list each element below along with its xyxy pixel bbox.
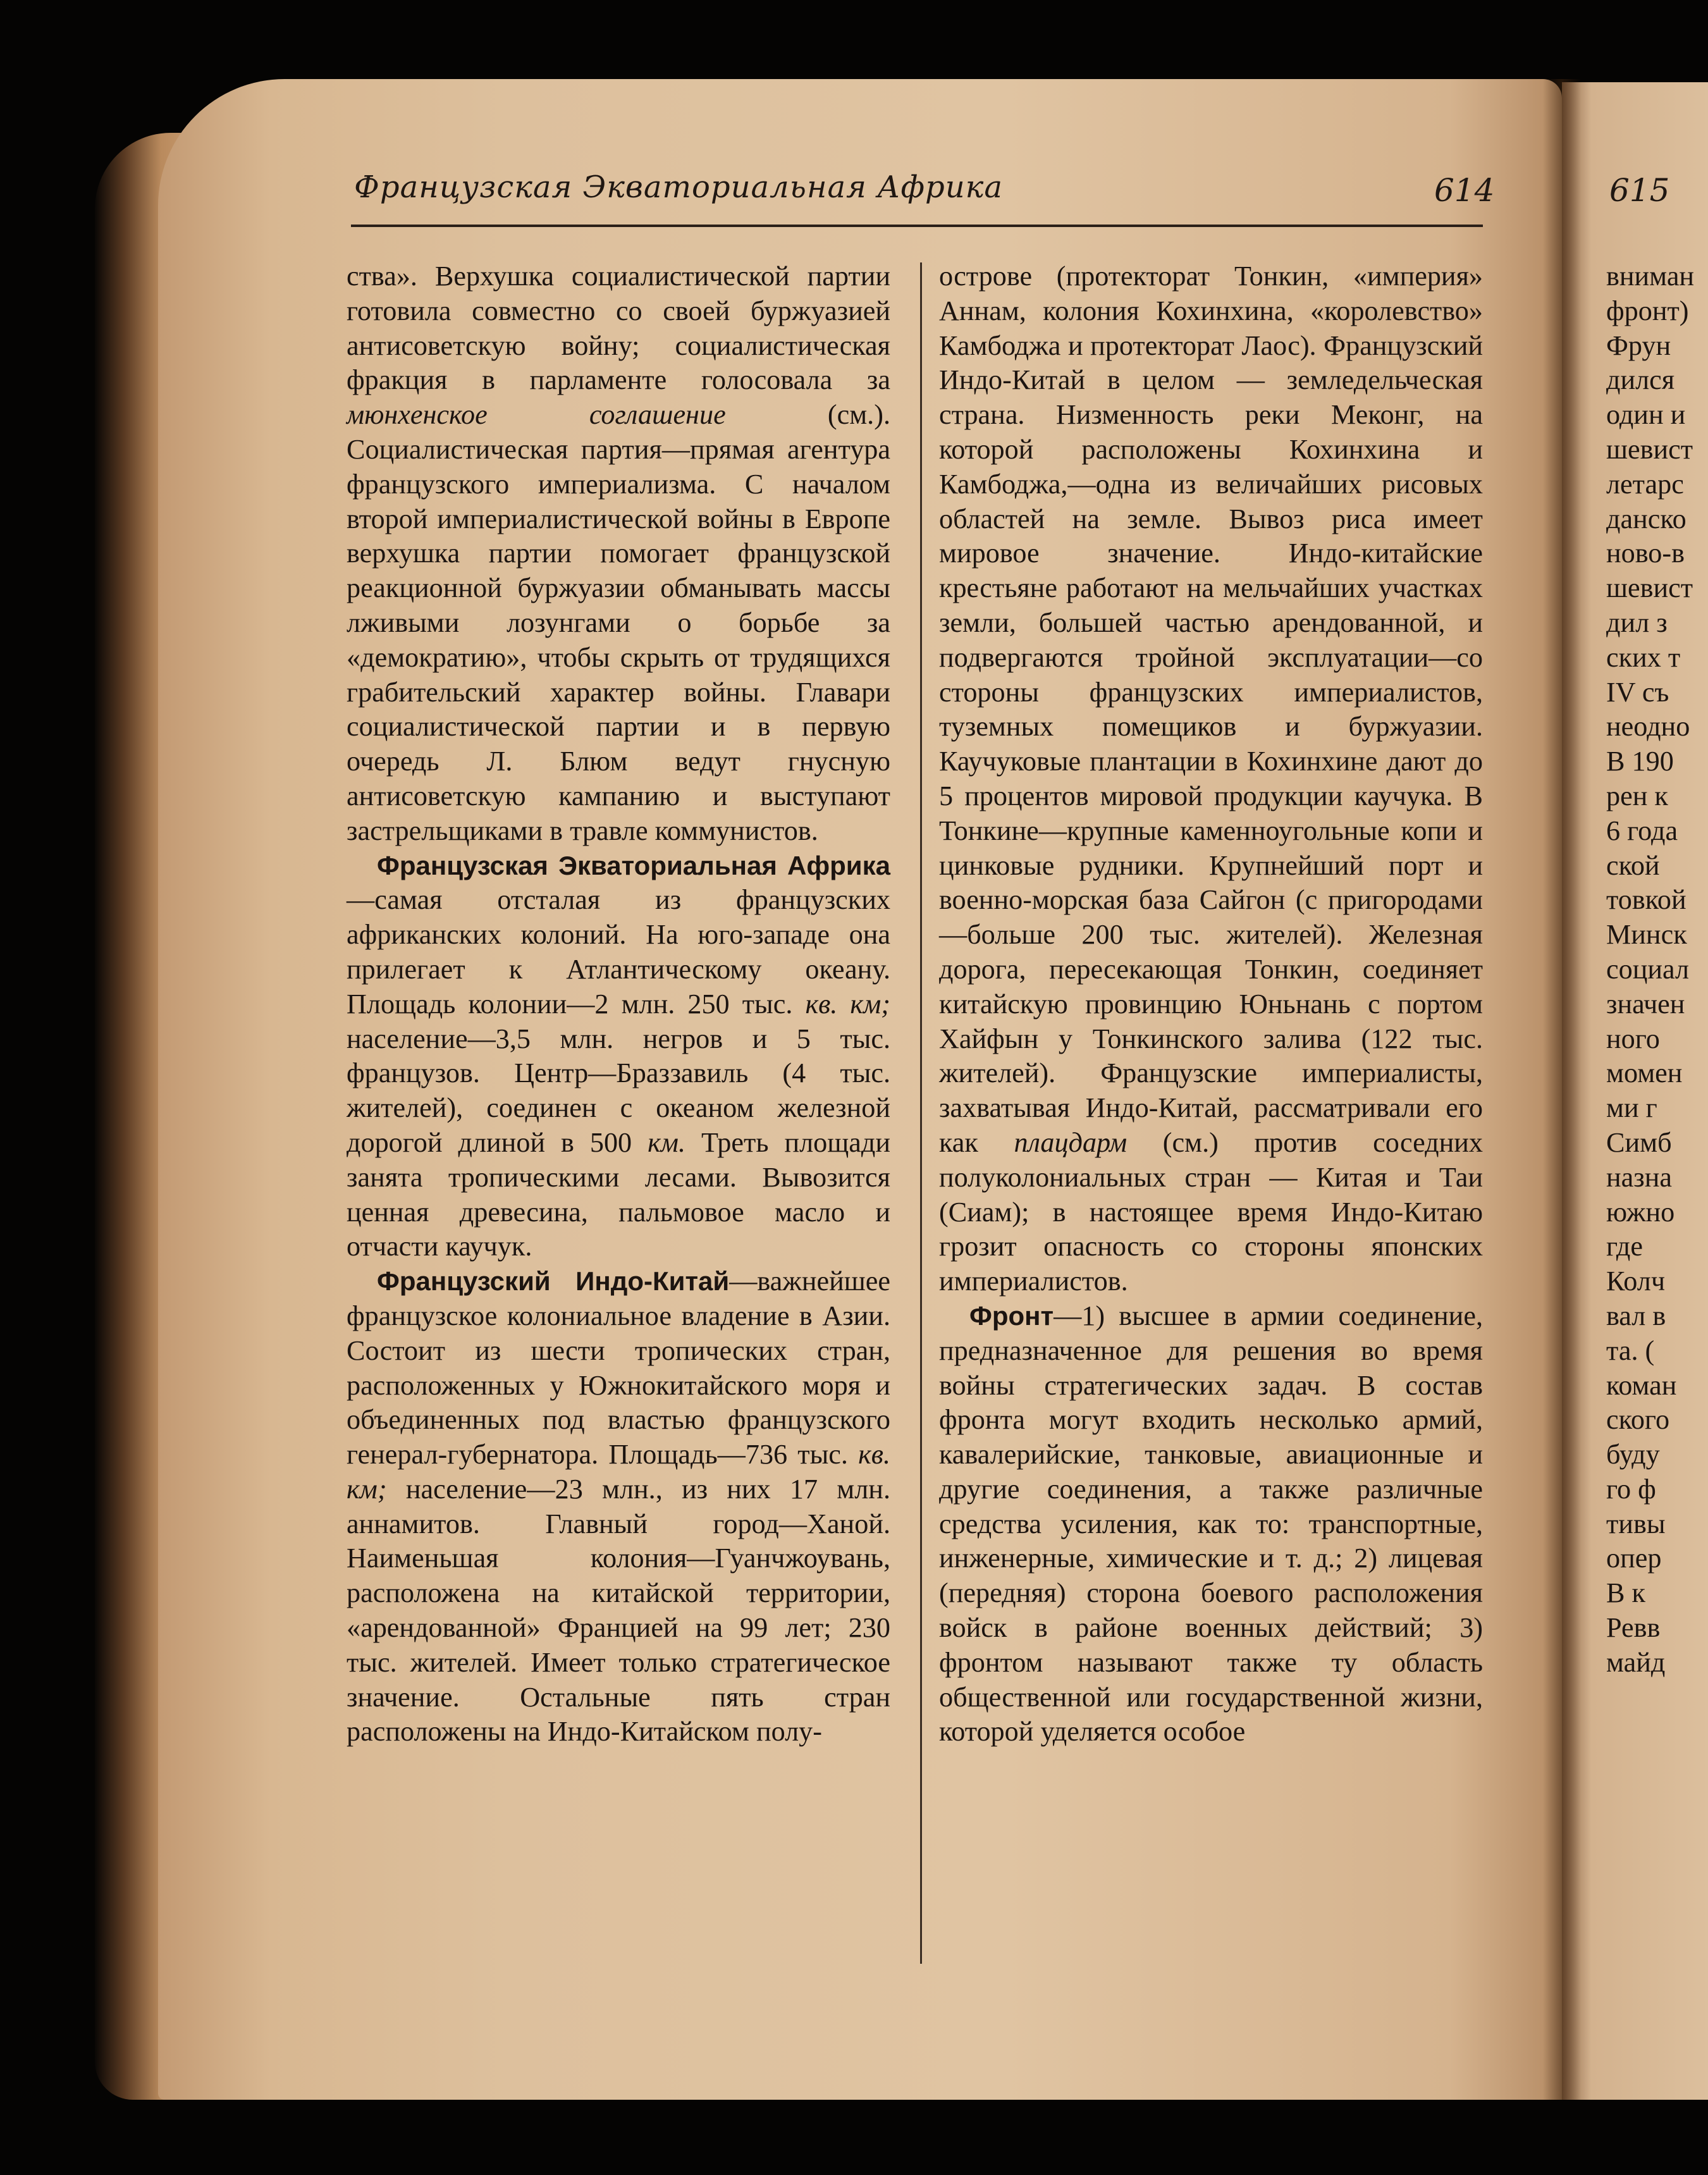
unit: км. (648, 1126, 686, 1158)
line-fragment: дился (1606, 364, 1675, 396)
line-fragment: товкой (1606, 884, 1686, 916)
entry-heading: Фронт (969, 1300, 1054, 1331)
column-rule (920, 262, 922, 1964)
line-fragment: ново-в (1606, 538, 1685, 569)
line-fragment: шевист (1606, 572, 1693, 604)
line-fragment: ского (1606, 1404, 1670, 1436)
line-fragment: ного (1606, 1023, 1660, 1054)
paragraph (347, 849, 890, 1265)
text: (см.). Социалистическая партия—прямая агентура французского империализма. С началом второй империалистической войны в Европе верхушка партии помогает французской реакционной буржуазии обманывать массы лживыми лозунгами о борьбе за «демократию», чтобы скрыть от трудящихся грабительский характер войны. Главари социалистической партии и в первую очередь Л. Блюм ведут гнусную антисоветскую кампанию и выступают застрельщиками в травле коммунистов. (347, 399, 890, 846)
line-fragment: го ф (1606, 1473, 1656, 1505)
text: —1) высшее в армии соединение, предназначенное для решения во время войны стратегических задач. В состав фронта могут входить несколько армий, кавалерийские, танковые, авиационные и другие соединения, а также различные средства усиления, как то: транспортные, инженерные, химические и т. д.; 2) лицевая (передняя) сторона боевого расположения войск в районе военных действий; 3) фронтом называют также ту область общественной или государственной жизни, которой уделяется особое (939, 1300, 1483, 1747)
text: —важнейшее французское колониальное владение в Азии. Состоит из шести тропических стран, расположенных у Южнокитайского моря и объединенных под властью французского генерал-губернатора. Площадь—736 тыс. (347, 1266, 890, 1470)
line-fragment: неодно (1606, 711, 1690, 742)
paragraph (347, 259, 890, 849)
text: (см.) против соседних полуколониальных стран — Китая и Таи (Сиам); в настоящее время Индо-Китаю грозит опасность со стороны японских империалистов. (939, 1126, 1484, 1297)
running-header-title: Французская Экваториальная Африка (354, 169, 1003, 205)
line-fragment: назна (1606, 1161, 1672, 1193)
text: население—3,5 млн. негров и 5 тыс. французов. Центр—Браззавиль (4 тыс. жителей), соединен с океаном железной дорогой длиной в 500 (347, 1023, 890, 1158)
line-fragment: вал в (1606, 1300, 1666, 1331)
header-rule (351, 225, 1483, 227)
page-gutter (1543, 79, 1581, 2100)
line-fragment: вниман (1606, 261, 1695, 292)
left-column (347, 259, 890, 1749)
text: ства». Верхушка социалистической партии готовила совместно со своей буржуазией антисоветскую войну; социалистическая фракция в парламенте голосовала за (347, 261, 890, 396)
line-fragment: где (1606, 1231, 1643, 1262)
line-fragment: Ревв (1606, 1612, 1661, 1644)
right-page-number: 615 (1609, 172, 1670, 209)
text: —самая отсталая из французских африканских колоний. На юго-западе она прилегает к Атлантическому океану. Площадь колонии—2 млн. 250 тыс. (347, 884, 890, 1020)
left-page-number: 614 (1434, 172, 1495, 209)
line-fragment: В к (1606, 1577, 1645, 1609)
paragraph (939, 259, 1483, 1299)
line-fragment: тивы (1606, 1508, 1666, 1539)
text: острове (протекторат Тонкин, «империя» Аннам, колония Кохинхина, «королевство» Камбоджа и протекторат Лаос). Французский Индо-Китай в целом — земледельческая страна. Низменность реки Меконг, на которой расположены Кохинхина и Камбоджа,—одна из величайших рисовых областей на земле. Вывоз риса имеет мировое значение. Индо-китайские крестьяне работают на мельчайших участках земли, большей частью арендованной, и подвергаются тройной эксплуатации—со стороны французских империалистов, туземных помещиков и буржуазии. Каучуковые плантации в Кохинхине дают до 5 процентов мировой продукции каучука. В Тонкине—крупные каменноугольные копи и цинковые рудники. Крупнейший порт и военно-морская база Сайгон (с пригородами—больше 200 тыс. жителей). Железная дорога, пересекающая Тонкин, соединяет китайскую провинцию Юньнань с портом Хайфын у Тонкинского залива (122 тыс. жителей). Французские империалисты, захватывая Индо-Китай, рассматривали его как (939, 261, 1483, 1158)
text: население—23 млн., из них 17 млн. аннамитов. Главный город—Ханой. Наименьшая колония—Гуанчжоувань, расположена на китайской территории, «арендованной» Францией на 99 лет; 230 тыс. жителей. Имеет только стратегическое значение. Остальные пять стран расположены на Индо-Китайском полу- (347, 1473, 891, 1747)
line-fragment: летарс (1606, 468, 1684, 500)
cross-reference: плацдарм (1014, 1126, 1127, 1158)
line-fragment: Колч (1606, 1266, 1666, 1297)
line-fragment: Минск (1606, 919, 1687, 951)
line-fragment: южно (1606, 1196, 1675, 1228)
line-fragment: коман (1606, 1369, 1677, 1401)
middle-column (939, 259, 1483, 1749)
paragraph (939, 1299, 1483, 1749)
line-fragment: IV съ (1606, 676, 1669, 708)
line-fragment: майд (1606, 1646, 1666, 1678)
line-fragment: дил з (1606, 607, 1668, 638)
line-fragment: фронт) (1606, 295, 1689, 326)
line-fragment: Симб (1606, 1126, 1672, 1158)
line-fragment: Фрун (1606, 330, 1671, 361)
line-fragment: ских т (1606, 641, 1681, 673)
unit: кв. км; (805, 988, 891, 1020)
line-fragment: ской (1606, 849, 1660, 881)
line-fragment: значен (1606, 988, 1685, 1020)
line-fragment: та. ( (1606, 1334, 1655, 1366)
line-fragment: данско (1606, 503, 1686, 534)
line-fragment: 6 года (1606, 815, 1678, 846)
line-fragment: социал (1606, 953, 1690, 985)
line-fragment: рен к (1606, 780, 1668, 811)
line-fragment: буду (1606, 1439, 1660, 1470)
right-page-fragment (1606, 259, 1708, 1680)
paragraph (347, 1264, 890, 1749)
entry-heading: Французский Индо-Китай (377, 1266, 730, 1297)
line-fragment: один и (1606, 399, 1686, 431)
entry-heading: Французская Экваториальная Африка (377, 850, 890, 880)
line-fragment: шевист (1606, 433, 1693, 465)
line-fragment: момен (1606, 1057, 1683, 1089)
unit: кв. км; (347, 1439, 890, 1505)
line-fragment: опер (1606, 1543, 1662, 1574)
text: Треть площади занята тропическими лесами. Вывозится ценная древесина, пальмовое масло и отчасти каучук. (347, 1126, 890, 1262)
line-fragment: В 190 (1606, 746, 1674, 777)
cross-reference: мюнхенское соглашение (347, 399, 726, 431)
line-fragment: ми г (1606, 1092, 1657, 1124)
